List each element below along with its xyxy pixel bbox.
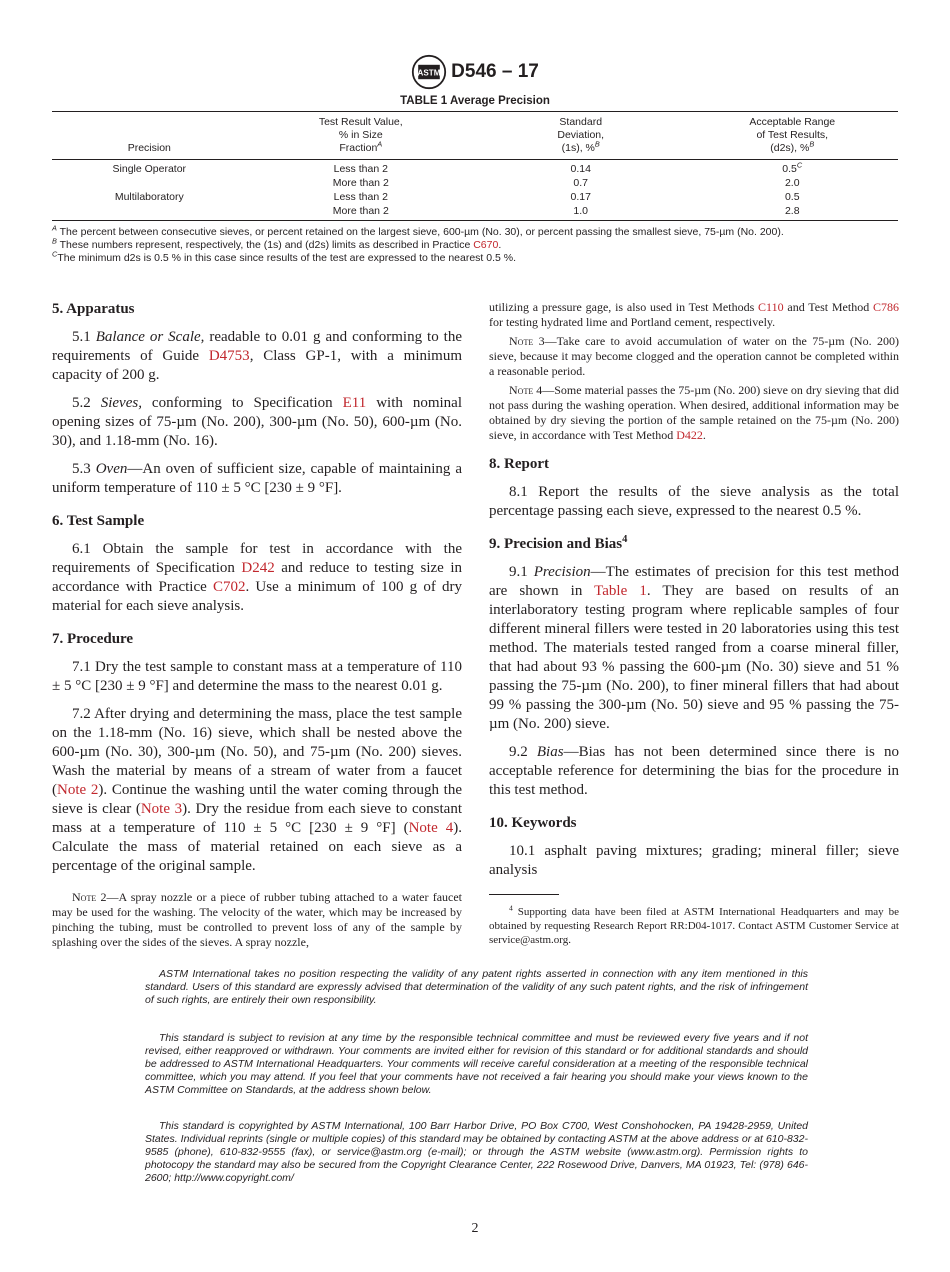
table-footnote-a: $^A$ The percent between consecutive sieves, or percent retained on the largest sieve, 600-µm (No. 30), or percent passing the smallest sieve, 75-µm (No. 200). bbox=[52, 223, 784, 238]
table-row: Multilaboratory Less than 2 0.17 0.5 bbox=[114, 191, 800, 203]
footnote-4: $^4$ Supporting data have been filed at ASTM International Headquarters and may be obtained by requesting Research Report RR:D04-1017. Contact ASTM Customer Service at service@astm.org. bbox=[489, 903, 899, 946]
legal-notice-patent: ASTM International takes no position respecting the validity of any patent rights asserted in connection with any item mentioned in this standard. Users of this standard are expressly advised that determination of the validity of any such patent rights, and the risk of infringement of such rights, are entirely their own responsibility. bbox=[145, 968, 808, 1006]
note-3: Note 3—Take care to avoid accumulation of water on the 75-µm (No. 200) sieve, because it may become clogged and the operation cannot be completed within a reasonable period. bbox=[489, 334, 899, 378]
table-footnote-b: $^B$ These numbers represent, respectively, the (1s) and (d2s) limits as described in Practice C670. bbox=[52, 236, 502, 251]
right-column bbox=[489, 300, 899, 956]
note-4: Note 4—Some material passes the 75-µm (No. 200) sieve on dry sieving that did not pass during the washing operation. When desired, additional information may be obtained by dry sieving the portion of the sample retained on the 75-µm (No. 200) sieve, in accordance with Test Method D422. bbox=[489, 383, 899, 442]
header-standard-deviation: Standard Deviation, (1s), %$^B$ bbox=[557, 116, 605, 154]
para-5-2: 5.2 Sieves, conforming to Specification E11 with nominal opening sizes of 75-µm (No. 200), 300-µm (No. 50), 600-µm (No. 30), and 1.18-mm (No. 16). bbox=[52, 395, 462, 449]
link-c670[interactable]: C670 bbox=[473, 239, 499, 251]
section-heading-precision-bias: 9. Precision and Bias$^4$ bbox=[489, 534, 628, 552]
designation: D546 – 17 bbox=[451, 61, 539, 82]
link-d242[interactable]: D242 bbox=[241, 560, 275, 576]
para-5-1: 5.1 Balance or Scale, readable to 0.01 g and conforming to the requirements of Guide D4753, Class GP-1, with a minimum capacity of 200 g. bbox=[52, 329, 462, 383]
para-9-2: 9.2 Bias—Bias has not been determined since there is no acceptable reference for determining the bias for the procedure in this test method. bbox=[489, 744, 900, 798]
note-2: Note 2—A spray nozzle or a piece of rubber tubing attached to a water faucet may be used for the washing. The velocity of the water, which may be increased by pinching the tubing, must be controlled to prevent loss of any of the sample by splashing over the sides of the sieves. A spray nozzle, bbox=[52, 890, 462, 949]
table-footnote-c: $^C$The minimum d2s is 0.5 % in this case since results of the test are expressed to the nearest 0.5 %. bbox=[52, 249, 517, 264]
para-7-1: 7.1 Dry the test sample to constant mass at a temperature of 110 ± 5 °C [230 ± 9 °F] and determine the mass to the nearest 0.01 g. bbox=[52, 659, 462, 694]
section-heading-procedure: 7. Procedure bbox=[52, 631, 134, 647]
link-note-3[interactable]: Note 3 bbox=[140, 801, 183, 817]
page-header bbox=[0, 54, 950, 90]
section-heading-test-sample: 6. Test Sample bbox=[52, 513, 145, 529]
para-10-1: 10.1 asphalt paving mixtures; grading; mineral filler; sieve analysis bbox=[489, 843, 899, 878]
table-header-row bbox=[52, 112, 898, 160]
section-heading-keywords: 10. Keywords bbox=[489, 815, 577, 831]
left-column bbox=[52, 300, 462, 954]
link-c702[interactable]: C702 bbox=[212, 579, 246, 595]
para-9-1: 9.1 Precision—The estimates of precision for this test method are shown in Table 1. They are based on results of an interlaboratory testing program where replicable samples of four different mineral fillers were tested in 20 laboratories using this test method. The materials tested ranged from a coarse mineral filler, that had about 93 % passing the 600-µm (No. 30) sieve and 51 % passing the 75-µm (No. 200), to finer mineral fillers that had about 99 % passing the 300-µm (No. 50) sieve and 95 % passing the 75-µm (No. 200) sieve. bbox=[489, 564, 899, 732]
legal-notice-revision: This standard is subject to revision at any time by the responsible technical committee and must be reviewed every five years and if not revised, either reapproved or withdrawn. Your comments are invited either for revision of this standard or for additional standards and should be addressed to ASTM International Headquarters. Your comments will receive careful consideration at a meeting of the responsible technical committee, which you may attend. If you feel that your comments have not received a fair hearing you should make your views known to the ASTM Committee on Standards, at the address shown below. bbox=[145, 1032, 808, 1096]
para-7-2: 7.2 After drying and determining the mass, place the test sample on the 1.18-mm (No. 16) sieve, which shall be nested above the 600-µm (No. 30), 300-µm (No. 50), and 75-µm (No. 200) sieves. Wash the material by means of a stream of water from a faucet (Note 2). Continue the washing until the water coming through the sieve is clear (Note 3). Dry the residue from each sieve to constant mass at a temperature of 110 ± 5 °C [230 ± 9 °F] (Note 4). Calculate the mass of material retained on each sieve as a percentage of the original sample. bbox=[52, 706, 462, 874]
para-6-1: 6.1 Obtain the sample for test in accordance with the requirements of Specification D242 and reduce to testing size in accordance with Practice C702. Use a minimum of 100 g of dry material for each sieve analysis. bbox=[52, 541, 463, 614]
para-8-1: 8.1 Report the results of the sieve analysis as the total percentage passing each sieve, expressed to the nearest 0.5 %. bbox=[489, 484, 899, 519]
link-d422[interactable]: D422 bbox=[676, 428, 703, 442]
para-5-3: 5.3 Oven—An oven of sufficient size, capable of maintaining a uniform temperature of 110 ± 5 °C [230 ± 9 °F]. bbox=[52, 461, 462, 496]
link-note-2[interactable]: Note 2 bbox=[57, 782, 99, 798]
section-heading-apparatus: 5. Apparatus bbox=[52, 301, 135, 317]
legal-notice-copyright: This standard is copyrighted by ASTM International, 100 Barr Harbor Drive, PO Box C700, West Conshohocken, PA 19428-2959, United States. Individual reprints (single or multiple copies) of this standard may be obtained by contacting ASTM at the above address or at 610-832-9585 (phone), 610-832-9555 (fax), or service@astm.org (e-mail); or through the ASTM website (www.astm.org). Permission rights to photocopy the standard may also be secured from the Copyright Clearance Center, 222 Rosewood Drive, Danvers, MA 01923, Tel: (978) 646-2600; http://www.copyright.com/ bbox=[145, 1120, 808, 1184]
note-2-continued: utilizing a pressure gage, is also used in Test Methods C110 and Test Method C786 for testing hydrated lime and Portland cement, respectively. bbox=[489, 300, 899, 329]
link-e11[interactable]: E11 bbox=[342, 395, 367, 411]
table-row: More than 2 0.7 2.0 bbox=[332, 177, 800, 189]
table-row: Single Operator Less than 2 0.14 $0.5^C$ bbox=[112, 160, 803, 175]
header-precision: Precision bbox=[127, 142, 171, 154]
header-test-result-value: Test Result Value, % in Size Fraction$^A$ bbox=[318, 116, 403, 154]
link-table-1[interactable]: Table 1 bbox=[594, 583, 647, 599]
footnote-divider bbox=[489, 894, 559, 895]
table-title: TABLE 1 Average Precision bbox=[400, 95, 550, 107]
section-heading-report: 8. Report bbox=[489, 456, 549, 472]
link-note-4[interactable]: Note 4 bbox=[408, 820, 454, 836]
link-d4753[interactable]: D4753 bbox=[208, 348, 250, 364]
page-number: 2 bbox=[471, 1221, 479, 1236]
table-row: More than 2 1.0 2.8 bbox=[332, 205, 800, 217]
header-acceptable-range: Acceptable Range of Test Results, (d2s), %$^B$ bbox=[749, 116, 836, 154]
svg-text:ASTM: ASTM bbox=[417, 68, 441, 78]
link-c786[interactable]: C786 bbox=[872, 300, 899, 314]
astm-logo-icon bbox=[411, 54, 447, 90]
precision-table bbox=[52, 111, 898, 221]
link-c110[interactable]: C110 bbox=[758, 300, 784, 314]
